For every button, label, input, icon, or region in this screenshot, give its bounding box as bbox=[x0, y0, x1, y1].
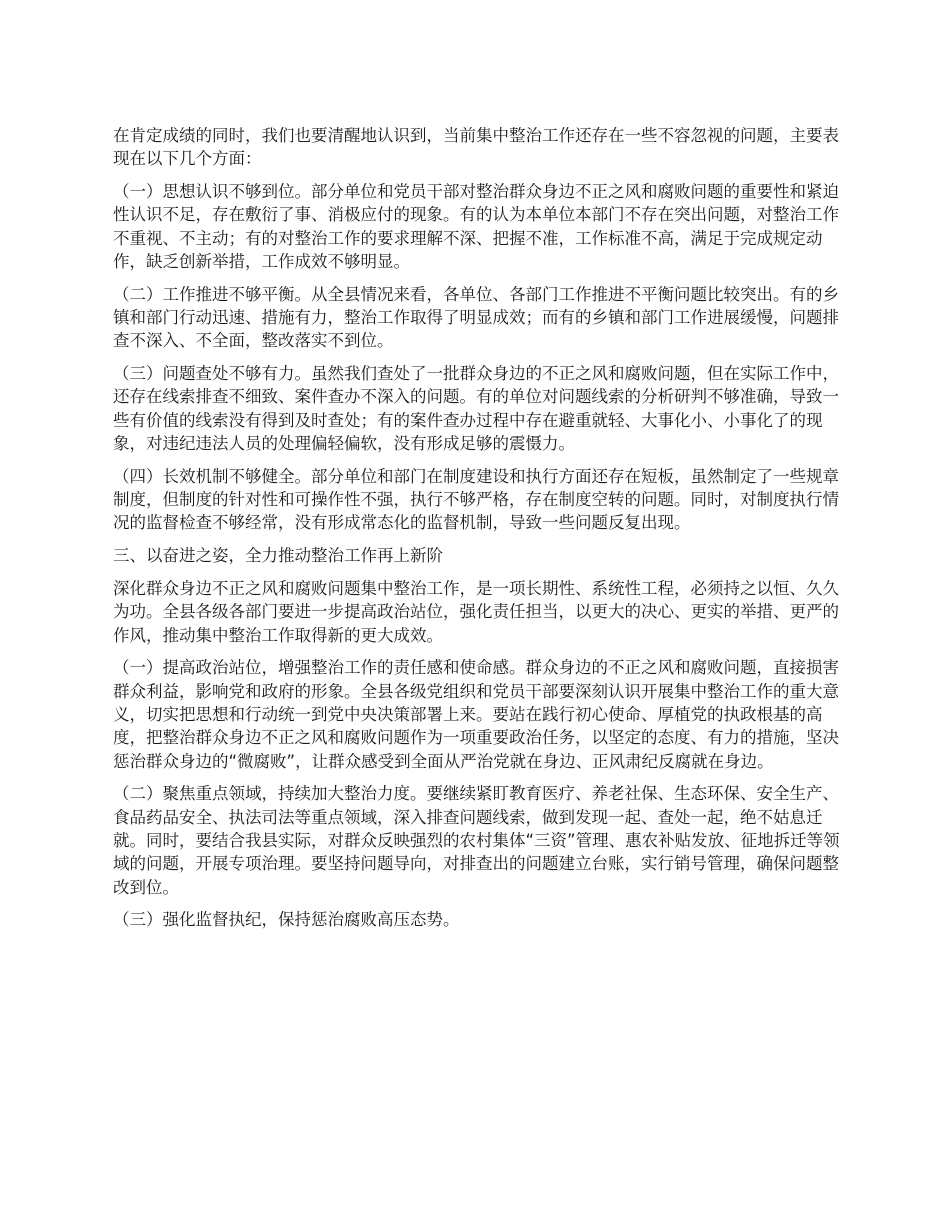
paragraph-measure-3: （三）强化监督执纪，保持惩治腐败高压态势。 bbox=[113, 910, 460, 930]
paragraph-issue-1: （一）思想认识不够到位。部分单位和党员干部对整治群众身边不正之风和腐败问题的重要性和紧迫性认识不足，存在敷衍了事、消极应付的现象。有的认为本单位本部门不存在突出问题，对整治工作不重视、不主动；有的对整治工作的要求理解不深、把握不准，工作标准不高，满足于完成规定动作，缺乏创新举措，工作成效不够明显。 bbox=[113, 182, 839, 271]
paragraph-measure-1: （一）提高政治站位，增强整治工作的责任感和使命感。群众身边的不正之风和腐败问题，直接损害群众利益，影响党和政府的形象。全县各级党组织和党员干部要深刻认识开展集中整治工作的重大意义，切实把思想和行动统一到党中央决策部署上来。要站在践行初心使命、厚植党的执政根基的高度，把整治群众身边不正之风和腐败问题作为一项重要政治任务，以坚定的态度、有力的措施，坚决惩治群众身边的“微腐败”，让群众感受到全面从严治党就在身边、正风肃纪反腐就在身边。 bbox=[113, 658, 839, 771]
paragraph-intro: 在肯定成绩的同时，我们也要清醒地认识到，当前集中整治工作还存在一些不容忽视的问题，主要表现在以下几个方面： bbox=[113, 126, 839, 169]
paragraph-measure-2: （二）聚焦重点领域，持续加大整治力度。要继续紧盯教育医疗、养老社保、生态环保、安全生产、食品药品安全、执法司法等重点领域，深入排查问题线索，做到发现一起、查处一起，绝不姑息迁就。同时，要结合我县实际，对群众反映强烈的农村集体“三资”管理、惠农补贴发放、征地拆迁等领域的问题，开展专项治理。要坚持问题导向，对排查出的问题建立台账，实行销号管理，确保问题整改到位。 bbox=[113, 784, 840, 897]
document-body bbox=[113, 124, 855, 941]
paragraph-section-3-intro: 深化群众身边不正之风和腐败问题集中整治工作，是一项长期性、系统性工程，必须持之以恒、久久为功。全县各级各部门要进一步提高政治站位，强化责任担当，以更大的决心、更实的举措、更严的作风，推动集中整治工作取得新的更大成效。 bbox=[113, 579, 839, 645]
paragraph-issue-3: （三）问题查处不够有力。虽然我们查处了一批群众身边的不正之风和腐败问题，但在实际工作中，还存在线索排查不细致、案件查办不深入的问题。有的单位对问题线索的分析研判不够准确，导致一些有价值的线索没有得到及时查处；有的案件查办过程中存在避重就轻、大事化小、小事化了的现象，对违纪违法人员的处理偏轻偏软，没有形成足够的震慑力。 bbox=[113, 364, 839, 454]
paragraph-issue-4: （四）长效机制不够健全。部分单位和部门在制度建设和执行方面还存在短板，虽然制定了一些规章制度，但制度的针对性和可操作性不强，执行不够严格，存在制度空转的问题。同时，对制度执行情况的监督检查不够经常，没有形成常态化的监督机制，导致一些问题反复出现。 bbox=[113, 466, 839, 533]
section-heading-3: 三、以奋进之姿，全力推动整治工作再上新阶 bbox=[113, 546, 443, 566]
paragraph-issue-2: （二）工作推进不够平衡。从全县情况来看，各单位、各部门工作推进不平衡问题比较突出。有的乡镇和部门行动迅速、措施有力，整治工作取得了明显成效；而有的乡镇和部门工作进展缓慢，问题排查不深入、不全面，整改落实不到位。 bbox=[113, 284, 839, 351]
